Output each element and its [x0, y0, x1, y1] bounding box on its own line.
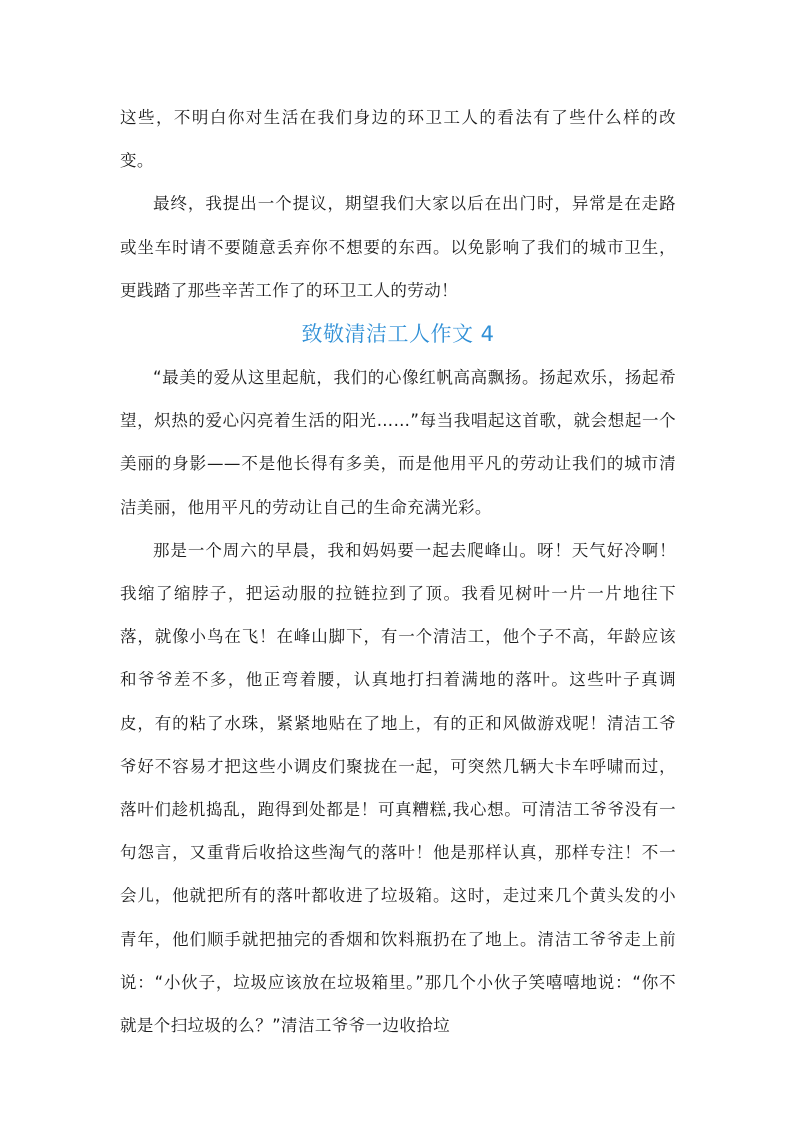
- body-paragraph: 这些，不明白你对生活在我们身边的环卫工人的看法有了些什么样的改变。: [120, 108, 676, 171]
- body-paragraph: 那是一个周六的早晨，我和妈妈要一起去爬峰山。呀！天气好冷啊！我缩了缩脖子，把运动服的拉链拉到了顶。我看见树叶一片一片地往下落，就像小鸟在飞！在峰山脚下，有一个清洁工，他个子不高，年龄应该和爷爷差不多，他正弯着腰，认真地打扫着满地的落叶。这些叶子真调皮，有的粘了水珠，紧紧地贴在了地上，有的正和风做游戏呢！清洁工爷爷好不容易才把这些小调皮们聚拢在一起，可突然几辆大卡车呼啸而过，落叶们趁机捣乱，跑得到处都是！可真糟糕,我心想。可清洁工爷爷没有一句怨言，又重背后收拾这些淘气的落叶！他是那样认真，那样专注！不一会儿，他就把所有的落叶都收进了垃圾箱。这时，走过来几个黄头发的小青年，他们顺手就把抽完的香烟和饮料瓶扔在了地上。清洁工爷爷走上前说：“小伙子，垃圾应该放在垃圾箱里。”那几个小伙子笑嘻嘻地说：“你不就是个扫垃圾的么？”清洁工爷爷一边收拾垃: [120, 540, 676, 1036]
- body-paragraph: “最美的爱从这里起航，我们的心像红帆高高飘扬。扬起欢乐，扬起希望，炽热的爱心闪亮着生活的阳光……”每当我唱起这首歌，就会想起一个美丽的身影——不是他长得有多美，而是他用平凡的劳动让我们的城市清洁美丽，他用平凡的劳动让自己的生命充满光彩。: [120, 368, 676, 517]
- body-paragraph: 最终，我提出一个提议，期望我们大家以后在出门时，异常是在走路或坐车时请不要随意丢弃你不想要的东西。以免影响了我们的城市卫生，更践踏了那些辛苦工作了的环卫工人的劳动！: [120, 194, 676, 300]
- document-page: [120, 96, 676, 1047]
- section-heading: 致敬清洁工人作文 4: [301, 322, 495, 347]
